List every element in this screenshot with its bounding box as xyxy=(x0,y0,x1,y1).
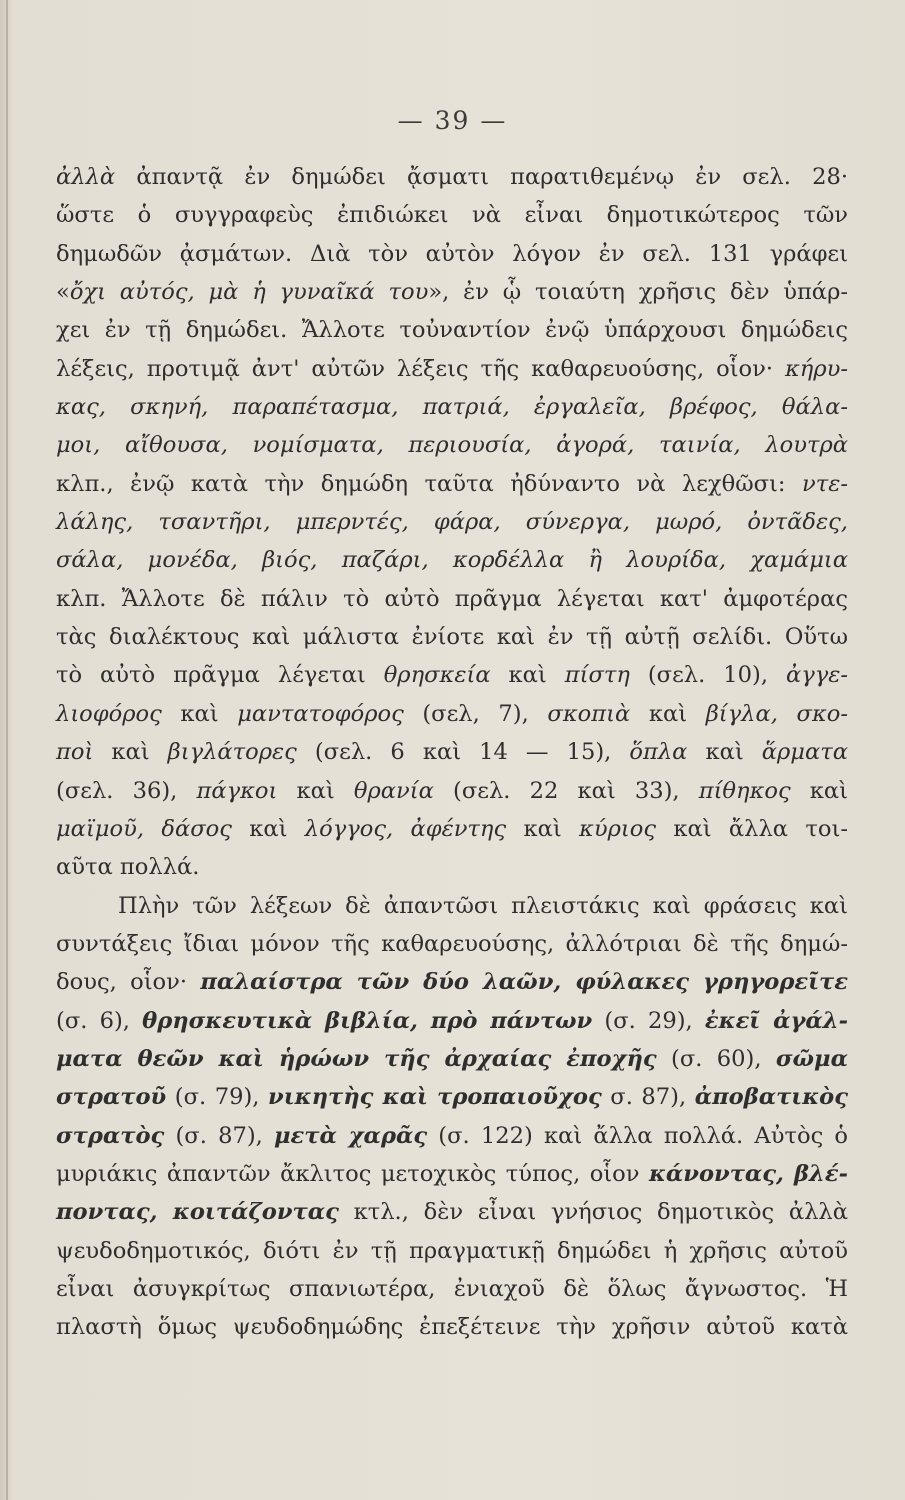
text-run: (σελ. 22 καὶ 33), xyxy=(433,777,699,804)
emphasis-run: ματα θεῶν καὶ ἡρώων τῆς ἀρχαίας ἐποχῆς xyxy=(56,1045,657,1072)
text-run: συντάξεις ἴδιαι μόνον τῆς καθαρευούσης, ἀλλότριαι δὲ τῆς δημώ- xyxy=(56,930,848,957)
emphasis-run: πίθηκος xyxy=(698,777,791,804)
text-run: κλπ., ἐνῷ κατὰ τὴν δημώδη ταῦτα ἠδύναντο νὰ λεχθῶσι: xyxy=(56,470,802,497)
text-line xyxy=(56,1193,848,1231)
text-line xyxy=(56,810,848,848)
text-line xyxy=(56,1270,848,1308)
text-run: καὶ xyxy=(490,662,565,689)
text-line xyxy=(56,158,848,196)
emphasis-run: λόγγος, ἀφέντης xyxy=(304,815,507,842)
text-line xyxy=(56,1078,848,1116)
emphasis-run: ποντας, κοιτάζοντας xyxy=(56,1199,339,1226)
emphasis-run: σκοπιὰ xyxy=(547,700,631,727)
text-line xyxy=(56,925,848,963)
text-run: (σ. 60), xyxy=(656,1045,776,1072)
text-run: », ἐν ᾧ τοιαύτη χρῆσις δὲν ὑπάρ- xyxy=(428,279,848,306)
emphasis-run: βιγλάτορες xyxy=(167,739,297,766)
emphasis-run: ἐκεῖ ἀγάλ- xyxy=(704,1007,848,1034)
text-line xyxy=(56,733,848,771)
emphasis-run: κύριος xyxy=(579,815,656,842)
text-line xyxy=(56,656,848,694)
text-line xyxy=(56,465,848,503)
text-run: κλπ. Ἄλλοτε δὲ πάλιν τὸ αὐτὸ πρᾶγμα λέγεται κατ' ἀμφοτέρας xyxy=(56,585,848,612)
text-run: καὶ xyxy=(231,815,305,842)
emphasis-run: ντε- xyxy=(802,470,848,497)
text-line xyxy=(56,963,848,1001)
emphasis-run: σάλα, μονέδα, βιός, παζάρι, κορδέλλα ἢ λουρίδα, χαμάμια xyxy=(56,547,848,574)
text-run: ψευδοδημοτικός, διότι ἐν τῇ πραγματικῇ δημώδει ἡ χρῆσις αὐτοῦ xyxy=(56,1237,848,1264)
text-run: λέξεις, προτιμᾷ ἀντ' αὐτῶν λέξεις τῆς καθαρευούσης, οἷον· xyxy=(56,355,785,382)
text-line xyxy=(56,311,848,349)
text-run: δους, οἷον· xyxy=(56,969,201,996)
emphasis-run: ποὶ xyxy=(56,739,94,766)
text-line xyxy=(56,1308,848,1346)
emphasis-run: ἀλλὰ xyxy=(56,164,116,190)
emphasis-run: μετὰ χαρᾶς xyxy=(273,1122,428,1149)
body-text xyxy=(56,158,848,1347)
text-line xyxy=(56,503,848,541)
text-run: χει ἐν τῇ δημώδει. Ἄλλοτε τοὐναντίον ἐνῷ ὑπάρχουσι δημώδεις xyxy=(56,317,848,344)
text-run: (σελ. 10), xyxy=(629,662,786,689)
text-line xyxy=(56,273,848,311)
text-line xyxy=(56,695,848,733)
text-run: ἀπαντᾷ ἐν δημώδει ᾄσματι παρατιθεμένῳ ἐν σελ. 28· xyxy=(115,164,848,190)
text-run: εἶναι ἀσυγκρίτως σπανιωτέρα, ἐνιαχοῦ δὲ ὅλως ἄγνωστος. Ἡ xyxy=(56,1275,848,1302)
emphasis-run: λάλης, τσαντῆρι, μπερντές, φάρα, σύνεργα, μωρό, ὀντᾶδες, xyxy=(56,509,848,536)
emphasis-run: κάνοντας, βλέ- xyxy=(648,1160,848,1187)
emphasis-run: θρανία xyxy=(353,777,434,804)
text-line xyxy=(56,1232,848,1270)
emphasis-run: στρατὸς xyxy=(56,1122,165,1149)
text-run: « xyxy=(56,279,70,306)
text-run: καὶ xyxy=(277,777,354,804)
text-run: καὶ xyxy=(790,777,849,804)
emphasis-run: μαϊμοῦ, δάσος xyxy=(56,815,232,842)
emphasis-run: θρησκευτικὰ βιβλία, πρὸ πάντων xyxy=(142,1007,593,1034)
text-run: πλαστὴ ὅμως ψευδοδημώδης ἐπεξέτεινε τὴν χρῆσιν αὐτοῦ κατὰ xyxy=(56,1314,848,1341)
text-run: (σ. 6), xyxy=(56,1007,143,1034)
emphasis-run: θρησκεία xyxy=(383,662,491,689)
text-run: (σελ. 6 καὶ 14 — 15), xyxy=(296,739,630,766)
text-line xyxy=(56,388,848,426)
text-run: (σ. 87), xyxy=(164,1122,274,1149)
text-run: (σ. 79), xyxy=(166,1084,269,1111)
emphasis-run: πίστη xyxy=(564,662,630,689)
text-line xyxy=(56,196,848,234)
text-run: καὶ xyxy=(630,700,706,727)
emphasis-run: κας, σκηνή, παραπέτασμα, πατριά, ἐργαλεῖα, βρέφος, θάλα- xyxy=(56,394,848,421)
text-line xyxy=(56,235,848,273)
text-line xyxy=(56,1040,848,1078)
text-run: τὸ αὐτὸ πρᾶγμα λέγεται xyxy=(56,662,384,689)
text-line xyxy=(56,618,848,656)
emphasis-run: λιοφόρος xyxy=(56,700,162,727)
text-run: ὥστε ὁ συγγραφεὺς ἐπιδιώκει νὰ εἶναι δημοτικώτερος τῶν xyxy=(56,202,848,229)
page-number: — 39 — xyxy=(397,106,508,135)
text-line xyxy=(56,1155,848,1193)
text-run: (σελ, 7), xyxy=(403,700,548,727)
text-line xyxy=(56,541,848,579)
text-run: (σ. 29), xyxy=(592,1007,705,1034)
text-line xyxy=(56,848,848,886)
emphasis-run: βίγλα, σκο- xyxy=(705,700,848,727)
text-run: σ. 87), xyxy=(601,1084,695,1111)
emphasis-run: σῶμα xyxy=(775,1045,848,1072)
text-run: κτλ., δὲν εἶναι γνήσιος δημοτικὸς ἀλλὰ xyxy=(338,1199,848,1226)
text-line xyxy=(56,580,848,618)
emphasis-run: κήρυ- xyxy=(784,355,848,382)
emphasis-run: ἅρματα xyxy=(761,739,849,766)
emphasis-run: πάγκοι xyxy=(196,777,278,804)
text-line xyxy=(56,887,848,925)
text-run: δημωδῶν ᾀσμάτων. Διὰ τὸν αὐτὸν λόγον ἐν σελ. 131 γράφει xyxy=(56,240,848,267)
emphasis-run: παλαίστρα τῶν δύο λαῶν, φύλακες γρηγορεῖτε xyxy=(200,969,848,996)
text-line xyxy=(56,350,848,388)
emphasis-run: νικητὴς καὶ τροπαιοῦχος xyxy=(268,1084,602,1111)
emphasis-run: ὄχι αὐτός, μὰ ἡ γυναῖκά του xyxy=(69,279,429,306)
emphasis-run: ὅπλα xyxy=(629,739,688,766)
text-run: καὶ xyxy=(687,739,762,766)
text-run: (σελ. 36), xyxy=(56,777,197,804)
text-line xyxy=(56,1117,848,1155)
text-run: αῦτα πολλά. xyxy=(56,854,200,881)
text-run: καὶ xyxy=(93,739,168,766)
emphasis-run: μαντατοφόρος xyxy=(237,700,404,727)
page-gutter-edge xyxy=(6,0,8,1500)
text-run: τὰς διαλέκτους καὶ μάλιστα ἐνίοτε καὶ ἐν τῇ αὐτῇ σελίδι. Οὕτω xyxy=(56,624,848,651)
text-run: (σ. 122) καὶ ἄλλα πολλά. Αὐτὸς ὁ xyxy=(427,1122,848,1149)
text-line xyxy=(56,426,848,464)
text-run: καὶ ἄλλα τοι- xyxy=(655,815,848,842)
emphasis-run: μοι, αἴθουσα, νομίσματα, περιουσία, ἀγορά, ταινία, λουτρὰ xyxy=(56,432,848,459)
emphasis-run: ἀποβατικὸς xyxy=(694,1084,848,1111)
emphasis-run: στρατοῦ xyxy=(56,1084,167,1111)
emphasis-run: ἀγγε- xyxy=(785,662,848,689)
text-line xyxy=(56,772,848,810)
text-run: μυριάκις ἀπαντῶν ἄκλιτος μετοχικὸς τύπος, οἷον xyxy=(56,1160,649,1187)
text-run: Πλὴν τῶν λέξεων δὲ ἀπαντῶσι πλειστάκις καὶ φράσεις καὶ xyxy=(118,892,848,919)
text-run: καὶ xyxy=(161,700,238,727)
text-line xyxy=(56,1002,848,1040)
text-run: καὶ xyxy=(506,815,580,842)
